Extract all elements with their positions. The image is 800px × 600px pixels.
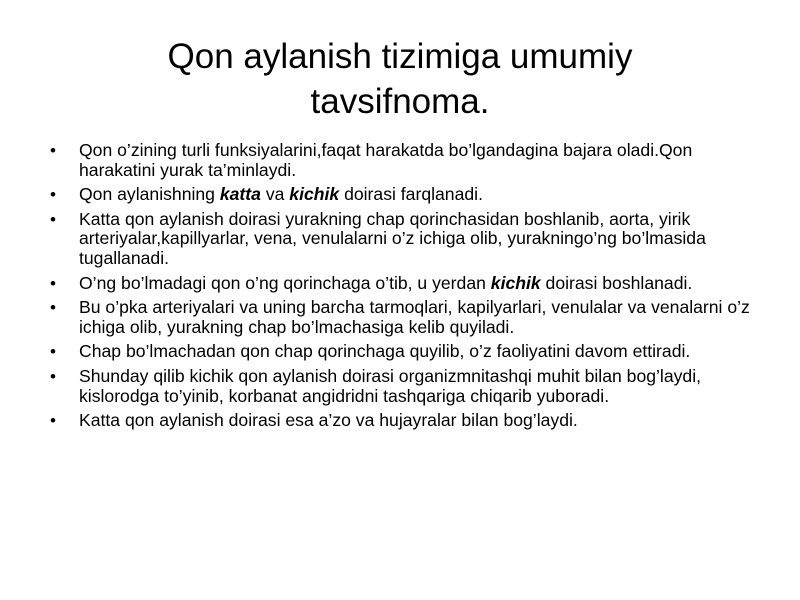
bullet-icon: • bbox=[50, 273, 56, 293]
bullet-icon: • bbox=[50, 185, 56, 205]
bullet-text-before: O’ng bo’lmadagi qon o’ng qorinchaga o’tib, u yerdan bbox=[79, 272, 491, 293]
bullet-icon: • bbox=[50, 209, 56, 229]
bullet-text-middle: va bbox=[260, 184, 290, 205]
bullet-text: Qon o’zining turli funksiyalarini,faqat harakatda bo’lgandagina bajara oladi.Qon harakatini yurak ta’minlaydi. bbox=[79, 140, 693, 180]
bullet-text: Bu o’pka arteriyalari va uning barcha tarmoqlari, kapilyarlari, venulalar va venalarni o’z ichiga olib, yurakning chap bo’lmachasiga kelib quyiladi. bbox=[79, 297, 750, 337]
bullet-icon: • bbox=[50, 342, 56, 362]
bullet-text: Chap bo’lmachadan qon chap qorinchaga quyilib, o’z faoliyatini davom ettiradi. bbox=[79, 341, 691, 362]
bullet-text: Katta qon aylanish doirasi yurakning chap qorinchasidan boshlanib, aorta, yirik arteriyalar,kapillyarlar, vena, venulalarni o’z ichiga olib, yurakningo’ng bo’lmasida tugallanadi. bbox=[79, 208, 706, 268]
bullet-text-after: doirasi farqlanadi. bbox=[339, 184, 483, 205]
bullet-icon: • bbox=[50, 411, 56, 431]
bullet-text: Shunday qilib kichik qon aylanish doirasi organizmnitashqi muhit bilan bog’laydi, kislorodga to’yinib, korbanat angidridni tashqariga chiqarib yuboradi. bbox=[79, 365, 702, 406]
bullet-text-after: doirasi boshlanadi. bbox=[540, 272, 693, 293]
bullet-item-6 bbox=[46, 342, 761, 362]
slide-title: Qon aylanish tizimiga umumiy tavsifnoma. bbox=[167, 37, 633, 121]
bullet-item-2 bbox=[46, 185, 761, 205]
bullet-icon: • bbox=[50, 366, 56, 386]
bullet-item-8 bbox=[46, 411, 761, 431]
emphasis-kichik: kichik bbox=[289, 184, 340, 205]
bullet-icon: • bbox=[50, 141, 56, 160]
bullet-item-4 bbox=[46, 274, 761, 294]
bullet-item-7 bbox=[46, 367, 761, 406]
emphasis-kichik: kichik bbox=[490, 272, 541, 293]
bullet-icon: • bbox=[50, 298, 56, 318]
bullet-text: Katta qon aylanish doirasi esa a’zo va hujayralar bilan bog’laydi. bbox=[79, 410, 578, 431]
bullet-text-before: Qon aylanishning bbox=[79, 184, 220, 205]
bullet-item-5 bbox=[46, 298, 761, 337]
bullet-list bbox=[46, 141, 761, 436]
emphasis-katta: katta bbox=[219, 184, 261, 205]
bullet-item-1 bbox=[46, 141, 761, 180]
bullet-item-3 bbox=[46, 210, 761, 269]
